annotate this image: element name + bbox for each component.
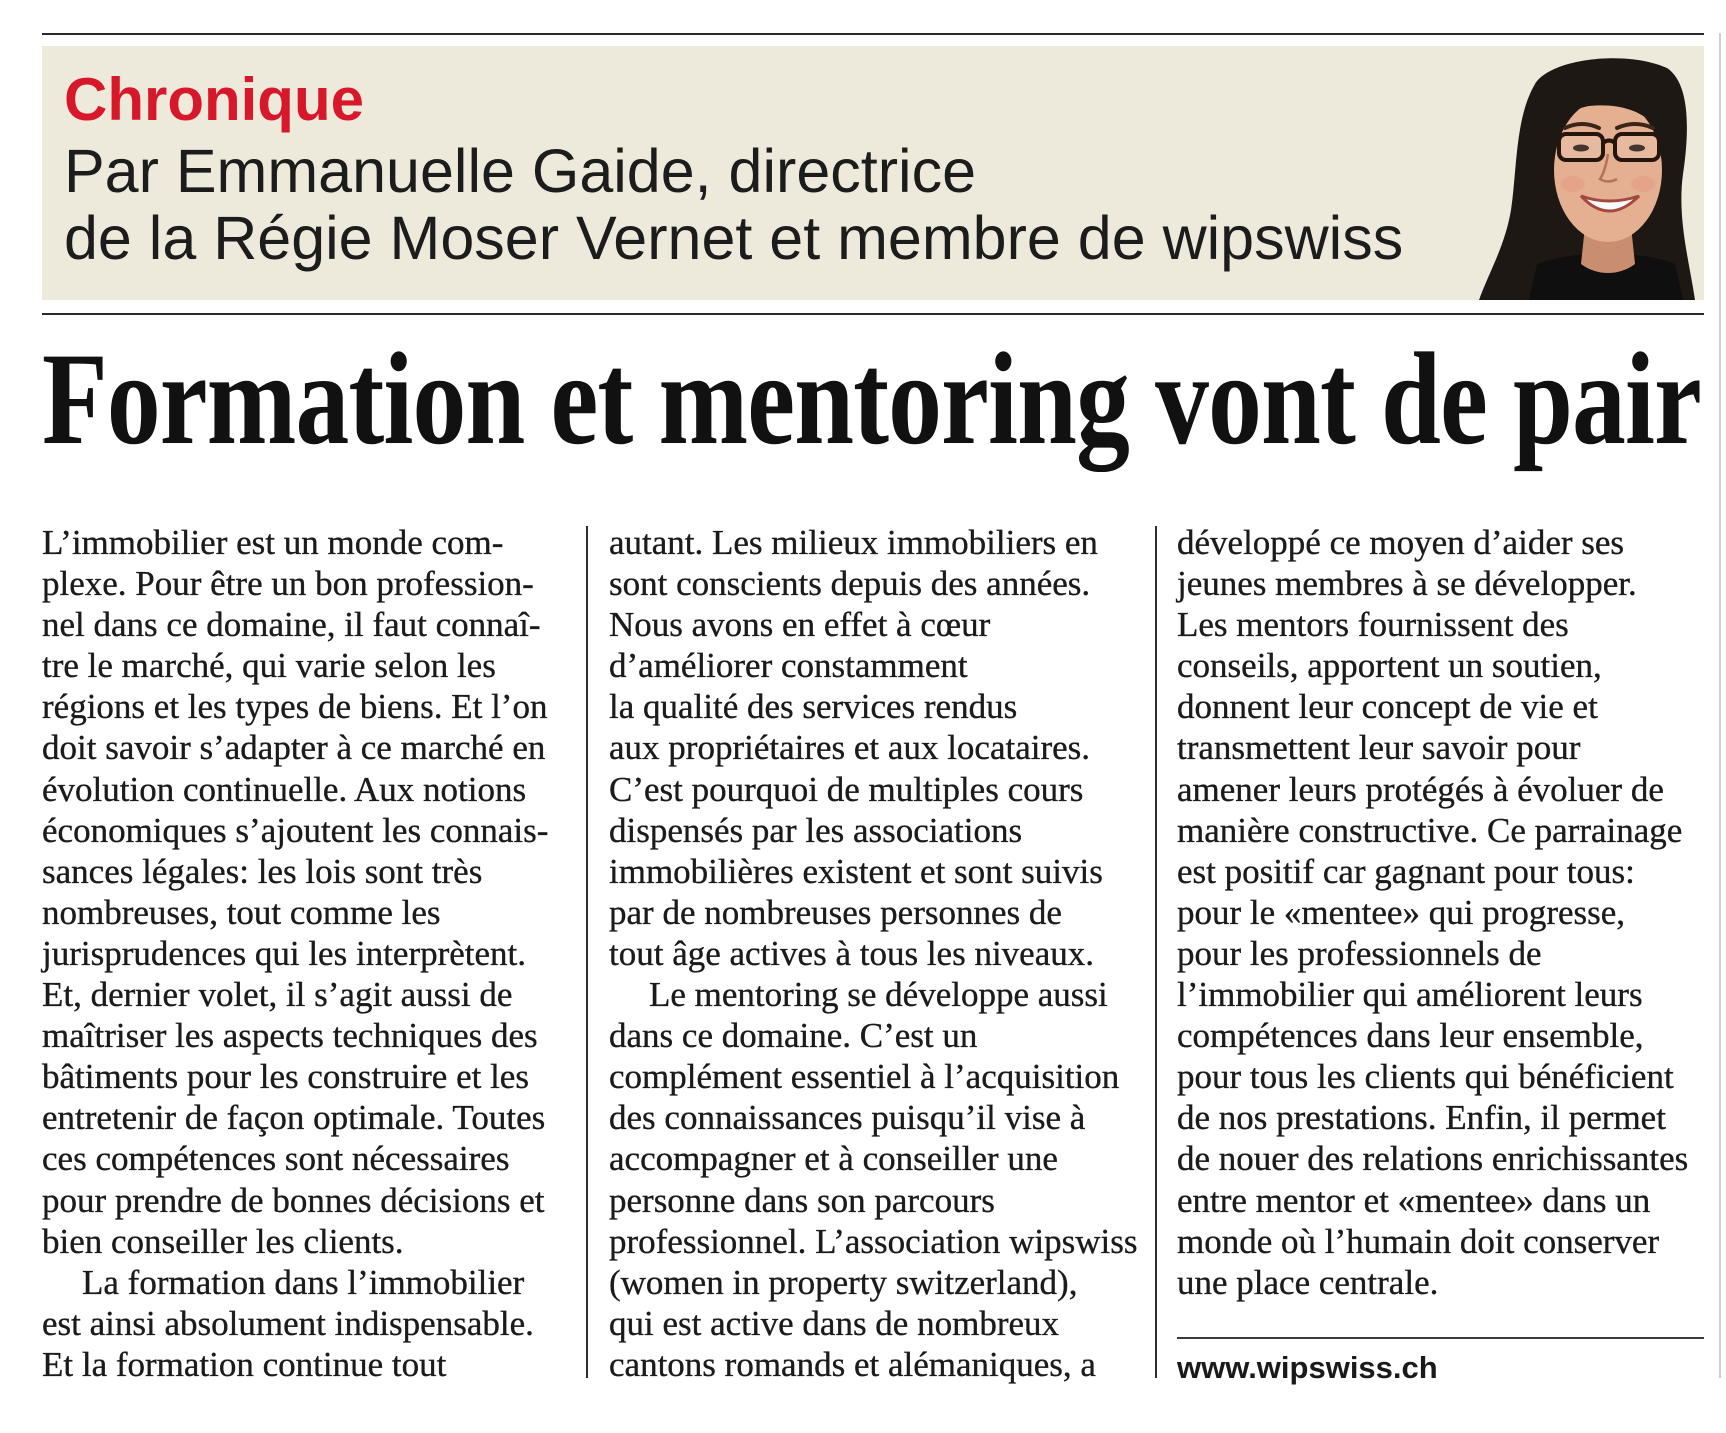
article-line: Les mentors fournissent des [1177, 605, 1569, 645]
article-line: pour prendre de bonnes décisions et [42, 1180, 545, 1220]
article-line: tre le marché, qui varie selon les [42, 646, 496, 686]
article-line: monde où l’humain doit conserver [1177, 1221, 1660, 1261]
article-line: Nous avons en effet à cœur [609, 605, 991, 645]
article-line: La formation dans l’immobilier [82, 1262, 525, 1302]
article-line: personne dans son parcours [609, 1180, 995, 1220]
article-line: cantons romands et alémaniques, a [609, 1344, 1096, 1384]
article-line: économiques s’ajoutent les connais- [42, 810, 549, 850]
article-line: transmettent leur savoir pour [1177, 728, 1581, 768]
byline-line-2: de la Régie Moser Vernet et membre de wipswiss [64, 204, 1404, 272]
article-line: ces compétences sont nécessaires [42, 1139, 510, 1179]
article-line: l’immobilier qui améliorent leurs [1177, 975, 1643, 1015]
article-line: pour tous les clients qui bénéficient [1177, 1057, 1674, 1097]
article-line: amener leurs protégés à évoluer de [1177, 769, 1664, 809]
article-line: entretenir de façon optimale. Toutes [42, 1098, 546, 1138]
article-line: (women in property switzerland), [609, 1262, 1078, 1302]
headline: Formation et mentoring vont de pair [42, 333, 1701, 472]
author-portrait-photo [1477, 50, 1697, 300]
column-separator [586, 526, 588, 1378]
article-line: complément essentiel à l’acquisition [609, 1057, 1120, 1097]
article-line: la qualité des services rendus [609, 687, 1018, 727]
article-line: nombreuses, tout comme les [42, 892, 441, 932]
article-line: est ainsi absolument indispensable. [42, 1303, 534, 1343]
article-line: qui est active dans de nombreux [609, 1303, 1060, 1343]
headline-container [42, 333, 1704, 483]
article-line: conseils, apportent un soutien, [1177, 646, 1602, 686]
article-line: pour les professionnels de [1177, 933, 1542, 973]
article-line: Et, dernier volet, il s’agit aussi de [42, 975, 513, 1015]
article-line: d’améliorer constamment [609, 646, 968, 686]
article-line: par de nombreuses personnes de [609, 892, 1062, 932]
article-line: est positif car gagnant pour tous: [1177, 851, 1635, 891]
article-line: une place centrale. [1177, 1262, 1439, 1302]
article-line: Le mentoring se développe aussi [649, 975, 1108, 1015]
article-line: nel dans ce domaine, il faut connaî- [42, 605, 541, 645]
column-separator [1155, 526, 1157, 1378]
byline-line-1: Par Emmanuelle Gaide, directrice [64, 137, 976, 205]
article-line: entre mentor et «mentee» dans un [1177, 1180, 1651, 1220]
article-line: jurisprudences qui les interprètent. [42, 933, 527, 973]
article-line: régions et les types de biens. Et l’on [42, 687, 548, 727]
article-line: doit savoir s’adapter à ce marché en [42, 728, 546, 768]
page-edge-line [1719, 33, 1721, 1378]
article-column-3 [1177, 522, 1704, 1303]
article-line: tout âge actives à tous les niveaux. [609, 933, 1094, 973]
article-line: autant. Les milieux immobiliers en [609, 523, 1098, 562]
article-line: L’immobilier est un monde com- [42, 523, 504, 562]
column-banner [42, 46, 1704, 300]
article-line: dispensés par les associations [609, 810, 1023, 850]
article-line: des connaissances puisqu’il vise à [609, 1098, 1086, 1138]
article-line: plexe. Pour être un bon profession- [42, 564, 534, 604]
article-line: immobilières existent et sont suivis [609, 851, 1103, 891]
article-line: C’est pourquoi de multiples cours [609, 769, 1084, 809]
article-line: donnent leur concept de vie et [1177, 687, 1598, 727]
article-line: sont conscients depuis des années. [609, 564, 1091, 604]
article-column-1 [42, 522, 582, 1385]
article-column-2 [609, 522, 1151, 1385]
article-line: sances légales: les lois sont très [42, 851, 483, 891]
article-line: pour le «mentee» qui progresse, [1177, 892, 1626, 932]
website-rule [1177, 1337, 1704, 1339]
article-line: bâtiments pour les construire et les [42, 1057, 529, 1097]
article-line: bien conseiller les clients. [42, 1221, 404, 1261]
article-line: professionnel. L’association wipswiss [609, 1221, 1138, 1261]
banner-bottom-rule [42, 313, 1704, 315]
article-line: Et la formation continue tout [42, 1344, 447, 1384]
article-line: manière constructive. Ce parrainage [1177, 810, 1683, 850]
portrait-face [1554, 98, 1662, 242]
article-line: maîtriser les aspects techniques des [42, 1016, 538, 1056]
article-line: évolution continuelle. Aux notions [42, 769, 527, 809]
article-line: de nouer des relations enrichissantes [1177, 1139, 1689, 1179]
article-line: jeunes membres à se développer. [1177, 564, 1637, 604]
article-line: accompagner et à conseiller une [609, 1139, 1058, 1179]
article-line: de nos prestations. Enfin, il permet [1177, 1098, 1666, 1138]
article-line: dans ce domaine. C’est un [609, 1016, 978, 1056]
section-label: Chronique [64, 66, 364, 133]
top-rule [42, 33, 1704, 35]
article-line: développé ce moyen d’aider ses [1177, 523, 1625, 562]
article-line: aux propriétaires et aux locataires. [609, 728, 1091, 768]
article-line: compétences dans leur ensemble, [1177, 1016, 1644, 1056]
website-address: www.wipswiss.ch [1177, 1350, 1438, 1385]
